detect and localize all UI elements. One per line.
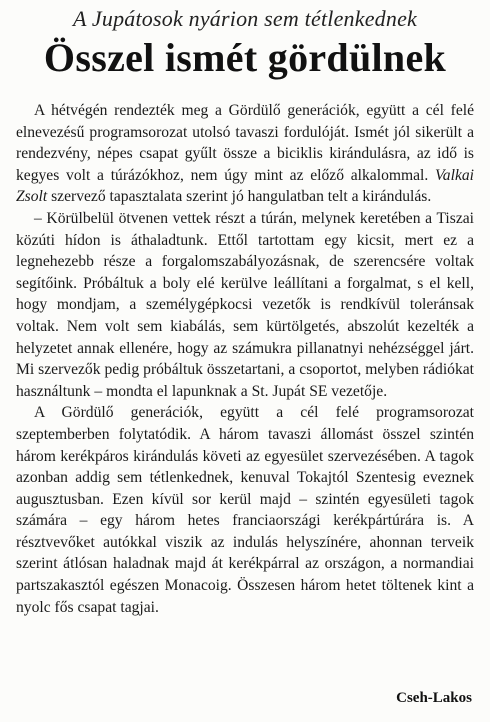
paragraph-1 xyxy=(16,100,474,208)
organizer-name: Valkai Zsolt xyxy=(16,166,474,206)
paragraph-1-text-end: szervező tapasztalata szerint jó hangulatban telt a kirándulás. xyxy=(47,188,432,206)
paragraph-1-text-start: A hétvégén rendezték meg a Gördülő generációk, együtt a cél felé elnevezésű programsorozat utolsó tavaszi fordulóját. Ismét jól sikerült a rendezvény, népes csapat gyűlt össze a biciklis kirándulásra, az idő is kegyes volt a túrázókhoz, nem úgy mint az előző alkalommal. xyxy=(16,102,474,184)
paragraph-2-quote: – Körülbelül ötvenen vettek részt a túrán, melynek keretében a Tiszai közúti hídon is áthaladtunk. Ettől tartottam egy kicsit, mert ez a legnehezebb része a forgalomszabályozásnak, de szerencsére voltak segítőink. Próbáltuk a boly elé kerülve leállítani a forgalmat, s el kell, hogy mondjam, a személygépkocsi vezetők is rendkívül toleránsak voltak. Nem volt sem kiabálás, sem kürtölgetés, abszolút kezelték a helyzetet annak ellenére, hogy az számukra pillanatnyi nehézséggel járt. Mi szervezők pedig próbáltuk összetartani, a csoportot, melyben rádiókat használtunk – mondta el lapunknak a St. Jupát SE vezetője. xyxy=(16,209,474,400)
headline: Összel ismét gördülnek xyxy=(43,35,447,80)
kicker-subtitle: A Jupátosok nyárion sem tétlenkednek xyxy=(72,6,418,31)
article-body xyxy=(16,100,474,618)
paragraph-3: A Gördülő generációk, együtt a cél felé programsorozat szeptemberben folytatódik. A három tavaszi állomást összel szintén három kerékpáros kirándulás követi az egyesület szervezésében. A tagok azonban addig sem tétlenkednek, kenuval Tokajtól Szentesig eveznek augusztusban. Ezen kívül sor kerül majd – szintén egyesületi tagok számára – egy három hetes franciaországi kerékpártúrára is. A résztvevőket autókkal viszik az indulás helyszínére, ahonnan terveik szerint átlósan haladnak majd át kerékpárral az országon, a normandiai partszakasztól egészen Monacoig. Összesen három hetet töltenek kint a nyolc fős csapat tagjai. xyxy=(16,404,474,616)
author-byline: Cseh-Lakos xyxy=(396,690,472,706)
